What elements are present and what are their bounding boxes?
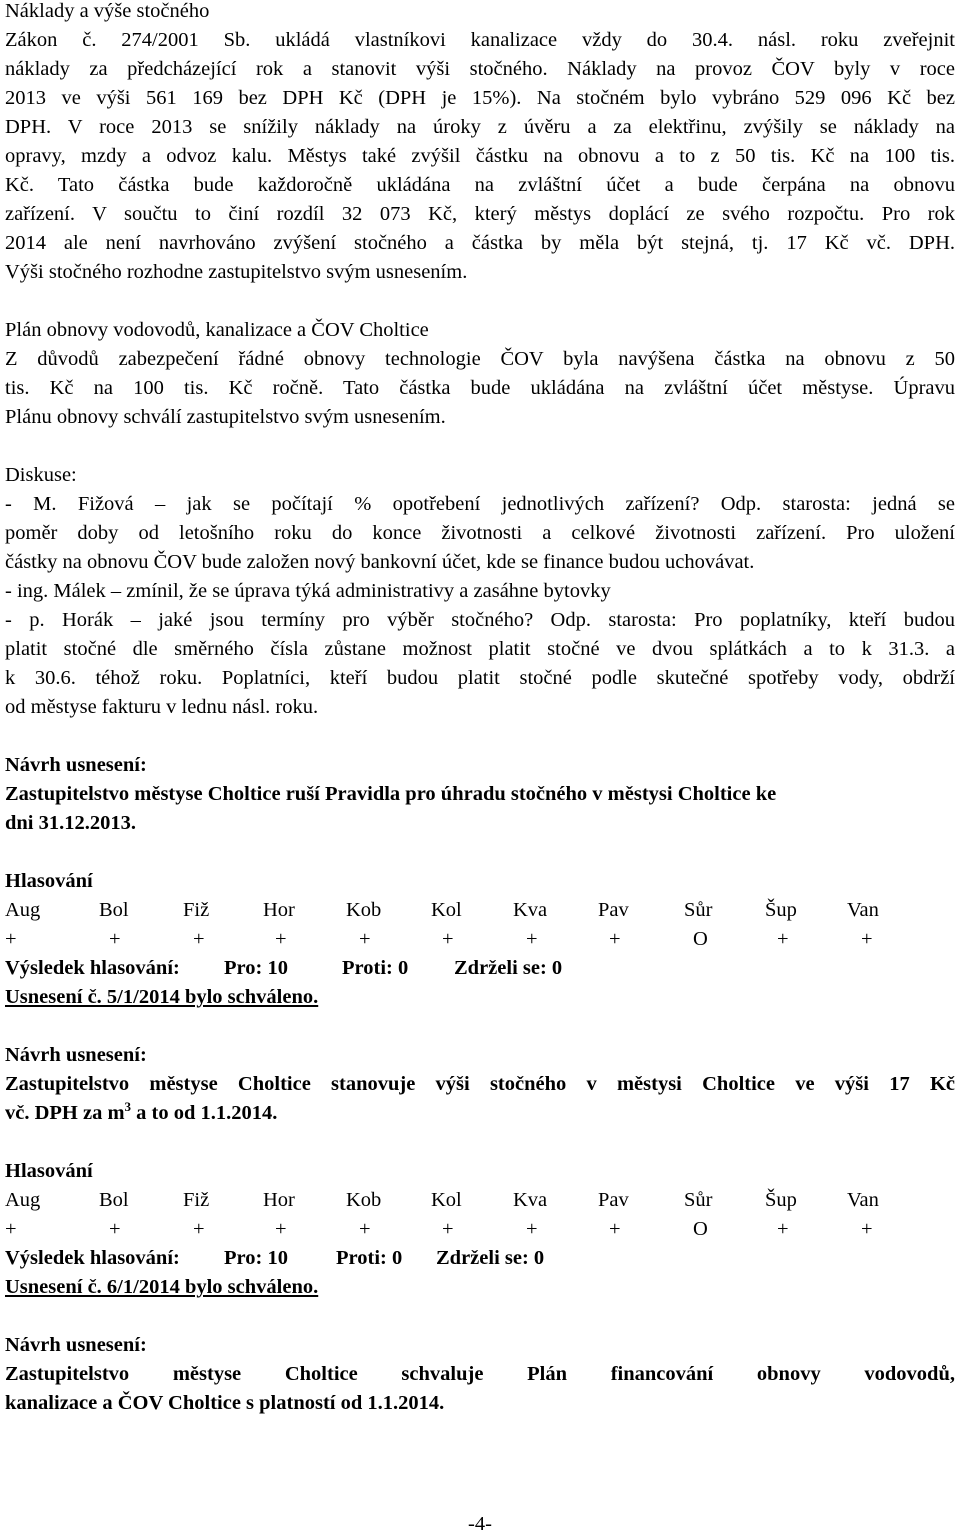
voting-label: Hlasování <box>5 870 93 892</box>
vote-mark: + <box>275 928 287 950</box>
discussion-line: k 30.6. téhož roku. Poplatníci, kteří budou platit stočné podle skutečné spotřeby vody, obdrží <box>5 667 955 689</box>
vote-mark: + <box>5 928 17 950</box>
result-zdrzeli: Zdrželi se: 0 <box>436 1247 545 1269</box>
vote-mark: + <box>275 1218 287 1240</box>
member-name: Sůr <box>684 899 713 921</box>
vote-mark: O <box>693 928 708 950</box>
paragraph-line: 2014 ale není navrhováno zvýšení stočného a částka by měla být stejná, tj. 17 Kč vč. DPH. <box>5 232 955 254</box>
member-name: Sůr <box>684 1189 713 1211</box>
paragraph-line: Kč. Tato částka bude každoročně ukládána na zvláštní účet a bude čerpána na obnovu <box>5 174 955 196</box>
member-name: Kol <box>431 899 462 921</box>
discussion-line: - ing. Málek – zmínil, že se úprava týká administrativy a zasáhne bytovky <box>5 580 611 602</box>
result-proti: Proti: 0 <box>336 1247 403 1269</box>
member-name: Kob <box>346 899 382 921</box>
discussion-line: platit stočné dle směrného čísla zůstane možnost platit stočné ve dvou splátkách a to k 31.3. a <box>5 638 955 660</box>
section-heading: Náklady a výše stočného <box>5 0 210 22</box>
paragraph-line: Výši stočného rozhodne zastupitelstvo svým usnesením. <box>5 261 468 283</box>
paragraph-line: opravy, mzdy a odvoz kalu. Městys také zvýšil částku na obnovu a to z 50 tis. Kč na 100 tis. <box>5 145 955 167</box>
discussion-line: - p. Horák – jaké jsou termíny pro výběr stočného? Odp. starosta: Pro poplatníky, kteří budou <box>5 609 955 631</box>
member-name: Šup <box>765 1189 797 1211</box>
member-name: Fiž <box>183 1189 210 1211</box>
vote-mark: + <box>526 1218 538 1240</box>
vote-mark: + <box>442 928 454 950</box>
vote-mark: + <box>193 1218 205 1240</box>
paragraph-line: náklady za předcházející rok a stanovit výši stočného. Náklady na provoz ČOV byly v roce <box>5 58 955 80</box>
vote-mark: O <box>693 1218 708 1240</box>
vote-mark: + <box>777 928 789 950</box>
vote-mark: + <box>526 928 538 950</box>
proposal-label: Návrh usnesení: <box>5 754 147 776</box>
member-name: Aug <box>5 899 41 921</box>
discussion-line: - M. Fižová – jak se počítají % opotřebení jednotlivých zařízení? Odp. starosta: jedná se <box>5 493 955 515</box>
section-heading: Plán obnovy vodovodů, kanalizace a ČOV Choltice <box>5 319 429 341</box>
paragraph-line: Zákon č. 274/2001 Sb. ukládá vlastníkovi kanalizace vždy do 30.4. násl. roku zveřejnit <box>5 29 955 51</box>
discussion-line: částky na obnovu ČOV bude založen nový bankovní účet, kde se finance budou uchovávat. <box>5 551 755 573</box>
vote-mark: + <box>109 1218 121 1240</box>
result-zdrzeli: Zdrželi se: 0 <box>454 957 563 979</box>
resolution-text: Zastupitelstvo městyse Choltice stanovuje výši stočného v městysi Choltice ve výši 17 Kč <box>5 1073 955 1095</box>
resolution-text: dni 31.12.2013. <box>5 812 136 834</box>
approved-statement: Usnesení č. 5/1/2014 bylo schváleno. <box>5 986 319 1008</box>
paragraph-line: zařízení. V součtu to činí rozdíl 32 073 Kč, který městys doplácí ze svého rozpočtu. Pro rok <box>5 203 955 225</box>
section-heading: Diskuse: <box>5 464 77 486</box>
result-pro: Pro: 10 <box>224 957 288 979</box>
vote-mark: + <box>861 928 873 950</box>
result-proti: Proti: 0 <box>342 957 409 979</box>
proposal-label: Návrh usnesení: <box>5 1044 147 1066</box>
vote-mark: + <box>5 1218 17 1240</box>
vote-mark: + <box>359 928 371 950</box>
vote-mark: + <box>861 1218 873 1240</box>
member-name: Pav <box>598 1189 629 1211</box>
vote-mark: + <box>193 928 205 950</box>
vote-mark: + <box>777 1218 789 1240</box>
page-number: -4- <box>468 1513 492 1535</box>
member-name: Šup <box>765 899 797 921</box>
vote-mark: + <box>609 928 621 950</box>
resolution-text: Zastupitelstvo městyse Choltice ruší Pravidla pro úhradu stočného v městysi Choltice ke <box>5 783 777 805</box>
member-name: Kva <box>513 899 548 921</box>
resolution-text: Zastupitelstvo městyse Choltice schvaluje Plán financování obnovy vodovodů, <box>5 1363 955 1385</box>
paragraph-line: DPH. V roce 2013 se snížily náklady na úroky z úvěru a za elektřinu, zvýšily se náklady na <box>5 116 955 138</box>
member-name: Bol <box>99 899 129 921</box>
vote-mark: + <box>442 1218 454 1240</box>
vote-mark: + <box>109 928 121 950</box>
resolution-text: vč. DPH za $m^3$ a to od 1.1.2014. <box>5 1099 278 1124</box>
member-name: Kol <box>431 1189 462 1211</box>
member-name: Bol <box>99 1189 129 1211</box>
member-name: Pav <box>598 899 629 921</box>
member-name: Kob <box>346 1189 382 1211</box>
member-name: Kva <box>513 1189 548 1211</box>
approved-statement: Usnesení č. 6/1/2014 bylo schváleno. <box>5 1276 319 1298</box>
vote-mark: + <box>609 1218 621 1240</box>
member-name: Van <box>847 899 879 921</box>
member-name: Hor <box>263 1189 295 1211</box>
paragraph-line: tis. Kč na 100 tis. Kč ročně. Tato částka bude ukládána na zvláštní účet městyse. Úpravu <box>5 377 955 399</box>
proposal-label: Návrh usnesení: <box>5 1334 147 1356</box>
discussion-line: poměr doby od letošního roku do konce životnosti a celkové životnosti zařízení. Pro uložení <box>5 522 955 544</box>
vote-mark: + <box>359 1218 371 1240</box>
member-name: Fiž <box>183 899 210 921</box>
result-pro: Pro: 10 <box>224 1247 288 1269</box>
result-label: Výsledek hlasování: <box>5 957 180 979</box>
result-label: Výsledek hlasování: <box>5 1247 180 1269</box>
member-name: Hor <box>263 899 295 921</box>
resolution-text: kanalizace a ČOV Choltice s platností od 1.1.2014. <box>5 1392 445 1414</box>
paragraph-line: 2013 ve výši 561 169 bez DPH Kč (DPH je 15%). Na stočném bylo vybráno 529 096 Kč bez <box>5 87 955 109</box>
voting-label: Hlasování <box>5 1160 93 1182</box>
discussion-line: od městyse fakturu v lednu násl. roku. <box>5 696 319 718</box>
paragraph-line: Z důvodů zabezpečení řádné obnovy technologie ČOV byla navýšena částka na obnovu z 50 <box>5 348 955 370</box>
member-name: Van <box>847 1189 879 1211</box>
member-name: Aug <box>5 1189 41 1211</box>
paragraph-line: Plánu obnovy schválí zastupitelstvo svým usnesením. <box>5 406 446 428</box>
